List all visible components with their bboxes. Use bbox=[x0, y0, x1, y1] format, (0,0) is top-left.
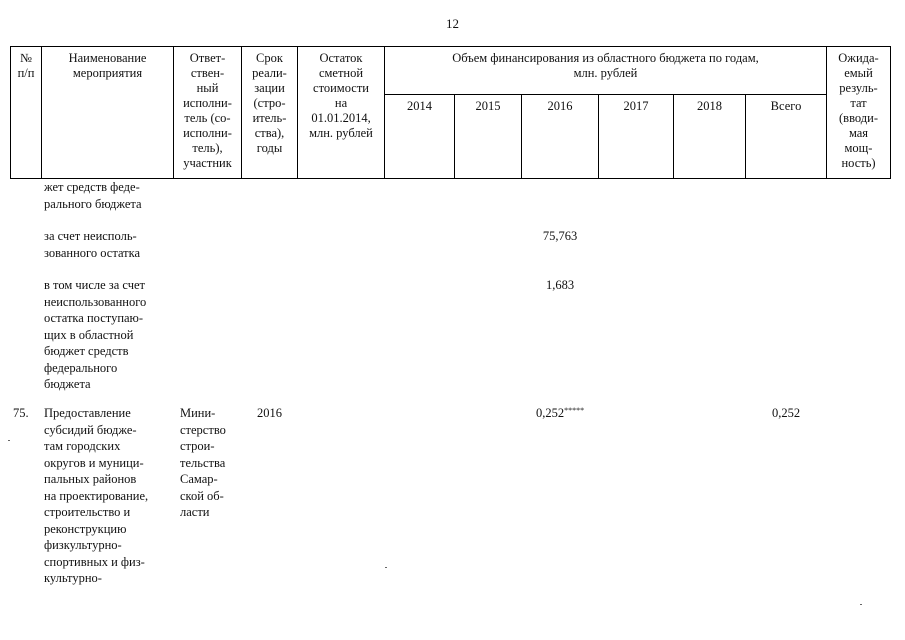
header-year-total: Всего bbox=[770, 99, 802, 113]
row-3-term: 2016 bbox=[257, 406, 282, 420]
row-3-footnote-mark: ***** bbox=[564, 406, 585, 415]
row-1-name: за счет неисполь- зованного остатка bbox=[44, 229, 141, 260]
header-col-result: Ожида- емый резуль- тат (вводи- мая мощ- ность) bbox=[838, 51, 879, 170]
header-year-2014: 2014 bbox=[407, 99, 432, 113]
scan-speck bbox=[8, 440, 10, 441]
scan-speck bbox=[860, 604, 862, 605]
header-year-2015: 2015 bbox=[475, 99, 501, 113]
row-0-name: жет средств феде- рального бюджета bbox=[44, 180, 142, 211]
header-year-2018: 2018 bbox=[697, 99, 722, 113]
header-top-border bbox=[10, 46, 891, 47]
row-1-value-2016: 75,763 bbox=[542, 229, 578, 243]
page-number: 12 bbox=[446, 16, 459, 31]
row-2-value-2016: 1,683 bbox=[545, 278, 575, 292]
header-col-term: Срок реали- зации (стро- итель- ства), годы bbox=[252, 51, 287, 155]
col-border-12 bbox=[890, 46, 891, 179]
header-year-2016: 2016 bbox=[547, 99, 573, 113]
header-col-name: Наименование мероприятия bbox=[68, 51, 147, 80]
header-col-number: № п/п bbox=[17, 51, 35, 80]
row-3-number: 75. bbox=[13, 406, 29, 420]
header-col-remaining-cost: Остаток сметной стоимости на 01.01.2014, млн. рублей bbox=[309, 51, 373, 140]
header-col-responsible: Ответ- ствен- ный исполни- тель (со- исполни- тель), участник bbox=[183, 51, 232, 170]
header-year-2017: 2017 bbox=[623, 99, 649, 113]
header-col-financing: Объем финансирования из областного бюджета по годам, млн. рублей bbox=[452, 51, 759, 80]
row-3-name: Предоставление субсидий бюдже- там городских округов и муници- пальных районов на проектирование, строительство и реконструкцию физкультурно- спортивных и физ- культурно- bbox=[44, 406, 149, 585]
row-3-responsible: Мини- стерство строи- тельства Самар- ской об- ласти bbox=[180, 406, 226, 519]
years-divider bbox=[384, 94, 826, 95]
row-3-value-2016-number: 0,252 bbox=[535, 406, 565, 420]
row-2-name: в том числе за счет неиспользованного остатка поступаю- щих в областной бюджет средств федерального бюджета bbox=[44, 278, 147, 391]
row-3-value-2016 bbox=[522, 405, 598, 422]
row-3-value-total: 0,252 bbox=[771, 406, 801, 420]
scan-speck bbox=[385, 567, 387, 568]
